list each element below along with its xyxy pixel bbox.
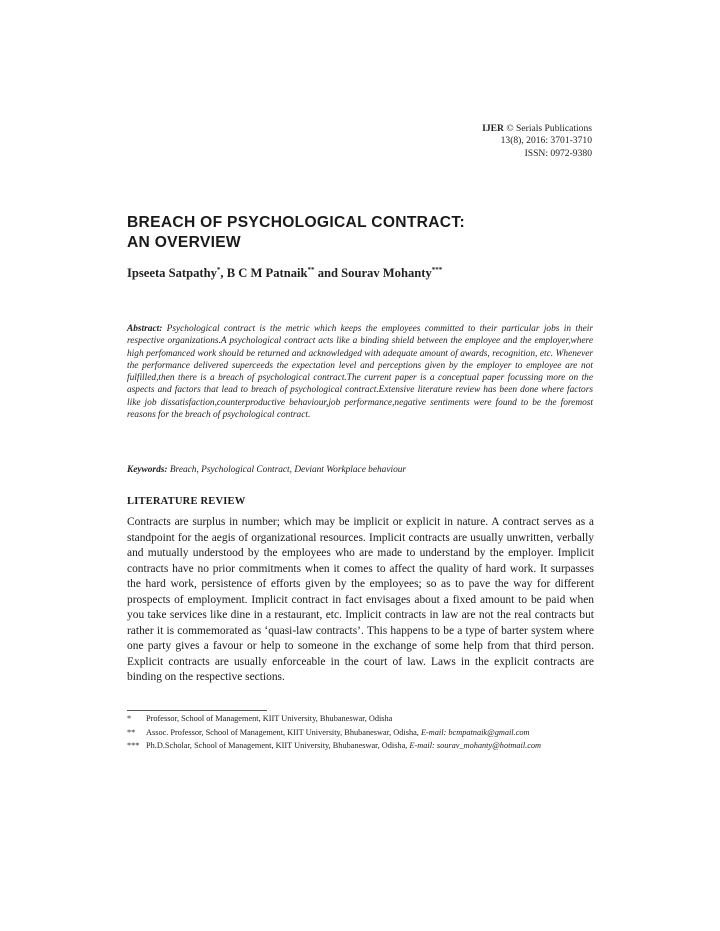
keywords-text: Breach, Psychological Contract, Deviant Workplace behaviour: [169, 465, 407, 475]
footnote-mark: *: [127, 714, 132, 723]
author-1: [127, 266, 227, 280]
author-mark: ***: [431, 266, 443, 274]
journal-publisher: © Serials Publications: [506, 123, 592, 134]
section-body: Contracts are surplus in number; which may be implicit or explicit in nature. A contract serves as a standpoint for the aegis of organizational resources. Implicit contracts are usually unwritten, verbally and mutually understood by the employees who are made to understand by the employer. Implicit contracts have no prior commitments when it comes to affect the quality of hard work. It surpasses the hard work, persistence of efforts given by the employees; so as to pave the way for different prospects of employment. Implicit contract in fact envisages about a fixed amount to be paid when you take services like dine in a restaurant, etc. Implicit contracts in law are not the real contracts but rather it is commemorated as ‘quasi-law contracts’. This happens to be a type of barter system where one party gives a favour or help to someone in the exchange of some help from that third person. Explicit contracts are usually enforceable in the court of law. Laws in the explicit contracts are binding on the respective sections.: [127, 516, 594, 683]
keywords-label: Keywords:: [127, 465, 168, 475]
title-line-2: AN OVERVIEW: [127, 233, 241, 251]
journal-name-line: [482, 123, 592, 135]
footnote-text: Ph.D.Scholar, School of Management, KIIT University, Bhubaneswar, Odisha,: [146, 741, 408, 750]
journal-name: IJER: [482, 123, 504, 134]
paper-title: [127, 213, 597, 252]
journal-issue: 13(8), 2016: 3701-3710: [500, 135, 592, 147]
footnote-email-label: E-mail:: [420, 727, 447, 737]
footnote-email: bcmpatnaik@gmail.com: [448, 727, 530, 737]
author-3: [341, 266, 442, 280]
footnotes: [127, 713, 594, 754]
author-list: [127, 266, 442, 281]
abstract: [127, 323, 593, 421]
footnote-text: Assoc. Professor, School of Management, KIIT University, Bhubaneswar, Odisha,: [146, 727, 419, 737]
abstract-text: Psychological contract is the metric which keeps the employees committed to their particular jobs in their respective organizations.A psychological contract acts like a binding shield between the employee and the employer,where high perfomanced work should be returned and acknowledged with adequate amount of awards, recognition, etc. Whenever the performance delivered superceeds the expectation level and perceptions given by the employer to employee are not fulfilled,then there is a breach of psychological contract.The current paper is a conceptual paper focussing more on the aspects and factors that lead to breach of psychological contract.Extensive literature review has been done where factors like job dissatisfaction,counterproductive behaviour,job performance,negative sentiments were found to be the foremost reasons for the breach of psychological contract.: [127, 324, 593, 421]
footnote-text: Professor, School of Management, KIIT University, Bhubaneswar, Odisha: [146, 714, 393, 723]
footnote-divider: [127, 710, 267, 711]
journal-info: [482, 123, 592, 160]
author-mark: *: [216, 266, 221, 274]
footnote-email: sourav_mohanty@hotmail.com: [436, 741, 542, 750]
author-name: Sourav Mohanty: [341, 266, 432, 280]
footnote-mark: **: [127, 727, 136, 737]
author-name: B C M Patnaik: [226, 266, 308, 280]
footnote-3: [127, 740, 594, 752]
section-heading: LITERATURE REVIEW: [127, 496, 246, 507]
footnote-1: [127, 713, 594, 725]
title-line-1: BREACH OF PSYCHOLOGICAL CONTRACT:: [127, 214, 465, 231]
keywords: [127, 465, 593, 475]
abstract-label: Abstract:: [127, 324, 163, 334]
author-mark: **: [307, 266, 315, 274]
journal-issn: ISSN: 0972-9380: [524, 147, 592, 159]
author-separator: ,: [220, 266, 227, 280]
author-separator: and: [314, 266, 342, 280]
footnote-2: [127, 727, 594, 739]
footnote-mark: ***: [127, 741, 140, 750]
author-2: [227, 266, 341, 280]
author-name: Ipseeta Satpathy: [127, 266, 217, 280]
footnote-email-label: E-mail:: [409, 741, 435, 750]
